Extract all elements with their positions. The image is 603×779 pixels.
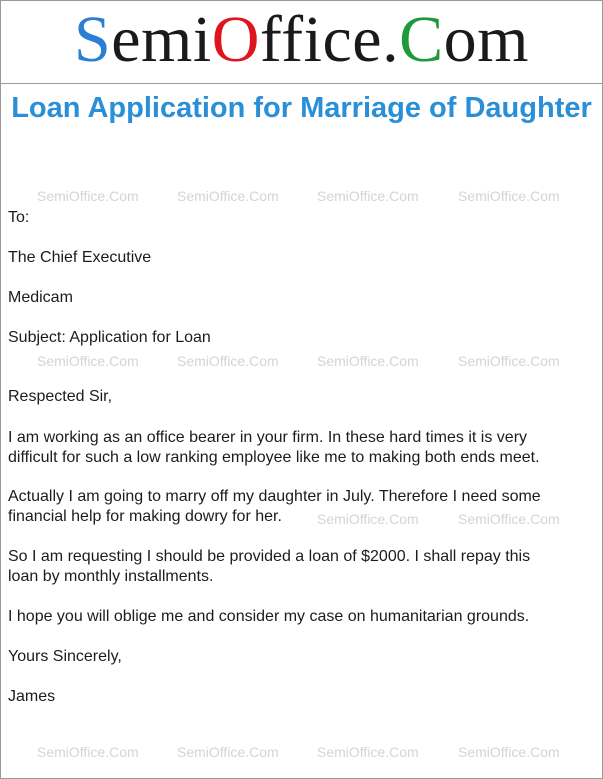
letter-signature: James — [8, 688, 56, 705]
paragraph-2-line-2: financial help for making dowry for her. — [8, 508, 282, 525]
watermark: SemiOffice.Com — [458, 744, 560, 760]
logo-divider — [0, 83, 603, 84]
paragraph-4: I hope you will oblige me and consider my case on humanitarian grounds. — [8, 608, 530, 625]
watermark: SemiOffice.Com — [177, 353, 279, 369]
watermark: SemiOffice.Com — [458, 353, 560, 369]
watermark: SemiOffice.Com — [177, 744, 279, 760]
logo-letter-o: O — [211, 3, 260, 76]
paragraph-3-line-2: loan by monthly installments. — [8, 568, 214, 585]
paragraph-2-line-1: Actually I am going to marry off my daughter in July. Therefore I need some — [8, 488, 541, 505]
watermark: SemiOffice.Com — [37, 188, 139, 204]
letter-subject: Subject: Application for Loan — [8, 329, 211, 346]
letter-salutation: Respected Sir, — [8, 388, 113, 405]
logo-text-om: om — [443, 3, 529, 76]
watermark: SemiOffice.Com — [458, 188, 560, 204]
watermark: SemiOffice.Com — [317, 188, 419, 204]
watermark: SemiOffice.Com — [37, 744, 139, 760]
watermark: SemiOffice.Com — [317, 353, 419, 369]
logo-text-emi: emi — [111, 3, 212, 76]
logo-letter-s: S — [74, 3, 112, 76]
paragraph-1-line-1: I am working as an office bearer in your firm. In these hard times it is very — [8, 429, 528, 446]
recipient-title: The Chief Executive — [8, 249, 152, 266]
logo-text-ffice: ffice. — [259, 3, 400, 76]
paragraph-1-line-2: difficult for such a low ranking employee like me to making both ends meet. — [8, 449, 540, 466]
letter-to: To: — [8, 209, 30, 226]
paragraph-3-line-1: So I am requesting I should be provided a loan of $2000. I shall repay this — [8, 548, 531, 565]
letter-closing: Yours Sincerely, — [8, 648, 122, 665]
page-title: Loan Application for Marriage of Daughter — [11, 92, 592, 124]
watermark: SemiOffice.Com — [317, 511, 419, 527]
watermark: SemiOffice.Com — [177, 188, 279, 204]
logo-letter-c: C — [399, 3, 444, 76]
recipient-company: Medicam — [8, 289, 73, 306]
watermark: SemiOffice.Com — [37, 353, 139, 369]
site-logo — [0, 2, 603, 78]
watermark: SemiOffice.Com — [317, 744, 419, 760]
watermark: SemiOffice.Com — [458, 511, 560, 527]
